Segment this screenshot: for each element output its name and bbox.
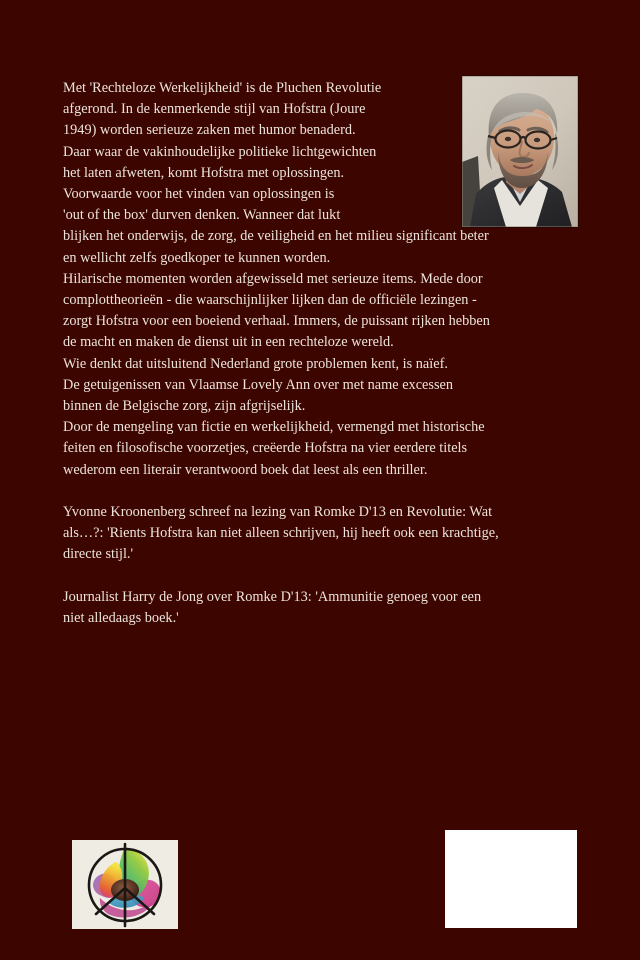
blurb-line: Door de mengeling van fictie en werkelijkheid, vermengd met historische: [63, 419, 485, 436]
blurb-line: 1949) worden serieuze zaken met humor benaderd.: [63, 122, 356, 139]
blurb-line: 'out of the box' durven denken. Wanneer dat lukt: [63, 207, 341, 224]
back-cover-blurb: [63, 78, 579, 629]
blurb-line: het laten afweten, komt Hofstra met oplossingen.: [63, 164, 345, 181]
blurb-line: Wie denkt dat uitsluitend Nederland grote problemen kent, is naïef.: [63, 355, 448, 372]
blurb-paragraph-2: [63, 502, 579, 566]
blurb-line: complottheorieën - die waarschijnlijker lijken dan de officiële lezingen -: [63, 292, 477, 309]
blurb-line: afgerond. In de kenmerkende stijl van Hofstra (Joure: [63, 101, 366, 118]
blurb-line: directe stijl.': [63, 546, 134, 563]
blurb-line: Voorwaarde voor het vinden van oplossingen is: [63, 186, 335, 203]
blurb-line: de macht en maken de dienst uit in een rechteloze wereld.: [63, 334, 394, 351]
blurb-paragraph-3: [63, 587, 579, 629]
barcode-area: [445, 830, 577, 928]
blurb-line: zorgt Hofstra voor een boeiend verhaal. Immers, de puissant rijken hebben: [63, 313, 490, 330]
blurb-line: feiten en filosofische voorzetjes, creëerde Hofstra na vier eerdere titels: [63, 440, 468, 457]
blurb-line: De getuigenissen van Vlaamse Lovely Ann over met name excessen: [63, 376, 454, 393]
blurb-line: Hilarische momenten worden afgewisseld met serieuze items. Mede door: [63, 270, 483, 287]
blurb-line: binnen de Belgische zorg, zijn afgrijselijk.: [63, 398, 306, 415]
blurb-line: en wellicht zelfs goedkoper te kunnen worden.: [63, 249, 331, 266]
blurb-line: Journalist Harry de Jong over Romke D'13: 'Ammunitie genoeg voor een: [63, 588, 482, 605]
blurb-line: als…?: 'Rients Hofstra kan niet alleen schrijven, hij heeft ook een krachtige,: [63, 525, 499, 542]
blurb-line: Daar waar de vakinhoudelijke politieke lichtgewichten: [63, 143, 377, 160]
blurb-paragraph-1: [63, 78, 579, 481]
peace-sign-icon: [72, 840, 178, 929]
publisher-logo: [72, 840, 178, 929]
blurb-line: blijken het onderwijs, de zorg, de veiligheid en het milieu significant beter: [63, 228, 489, 245]
blurb-line: Met 'Rechteloze Werkelijkheid' is de Pluchen Revolutie: [63, 80, 382, 96]
blurb-line: wederom een literair verantwoord boek dat leest als een thriller.: [63, 461, 428, 478]
blurb-line: niet alledaags boek.': [63, 610, 179, 627]
blurb-line: Yvonne Kroonenberg schreef na lezing van Romke D'13 en Revolutie: Wat: [63, 504, 493, 521]
